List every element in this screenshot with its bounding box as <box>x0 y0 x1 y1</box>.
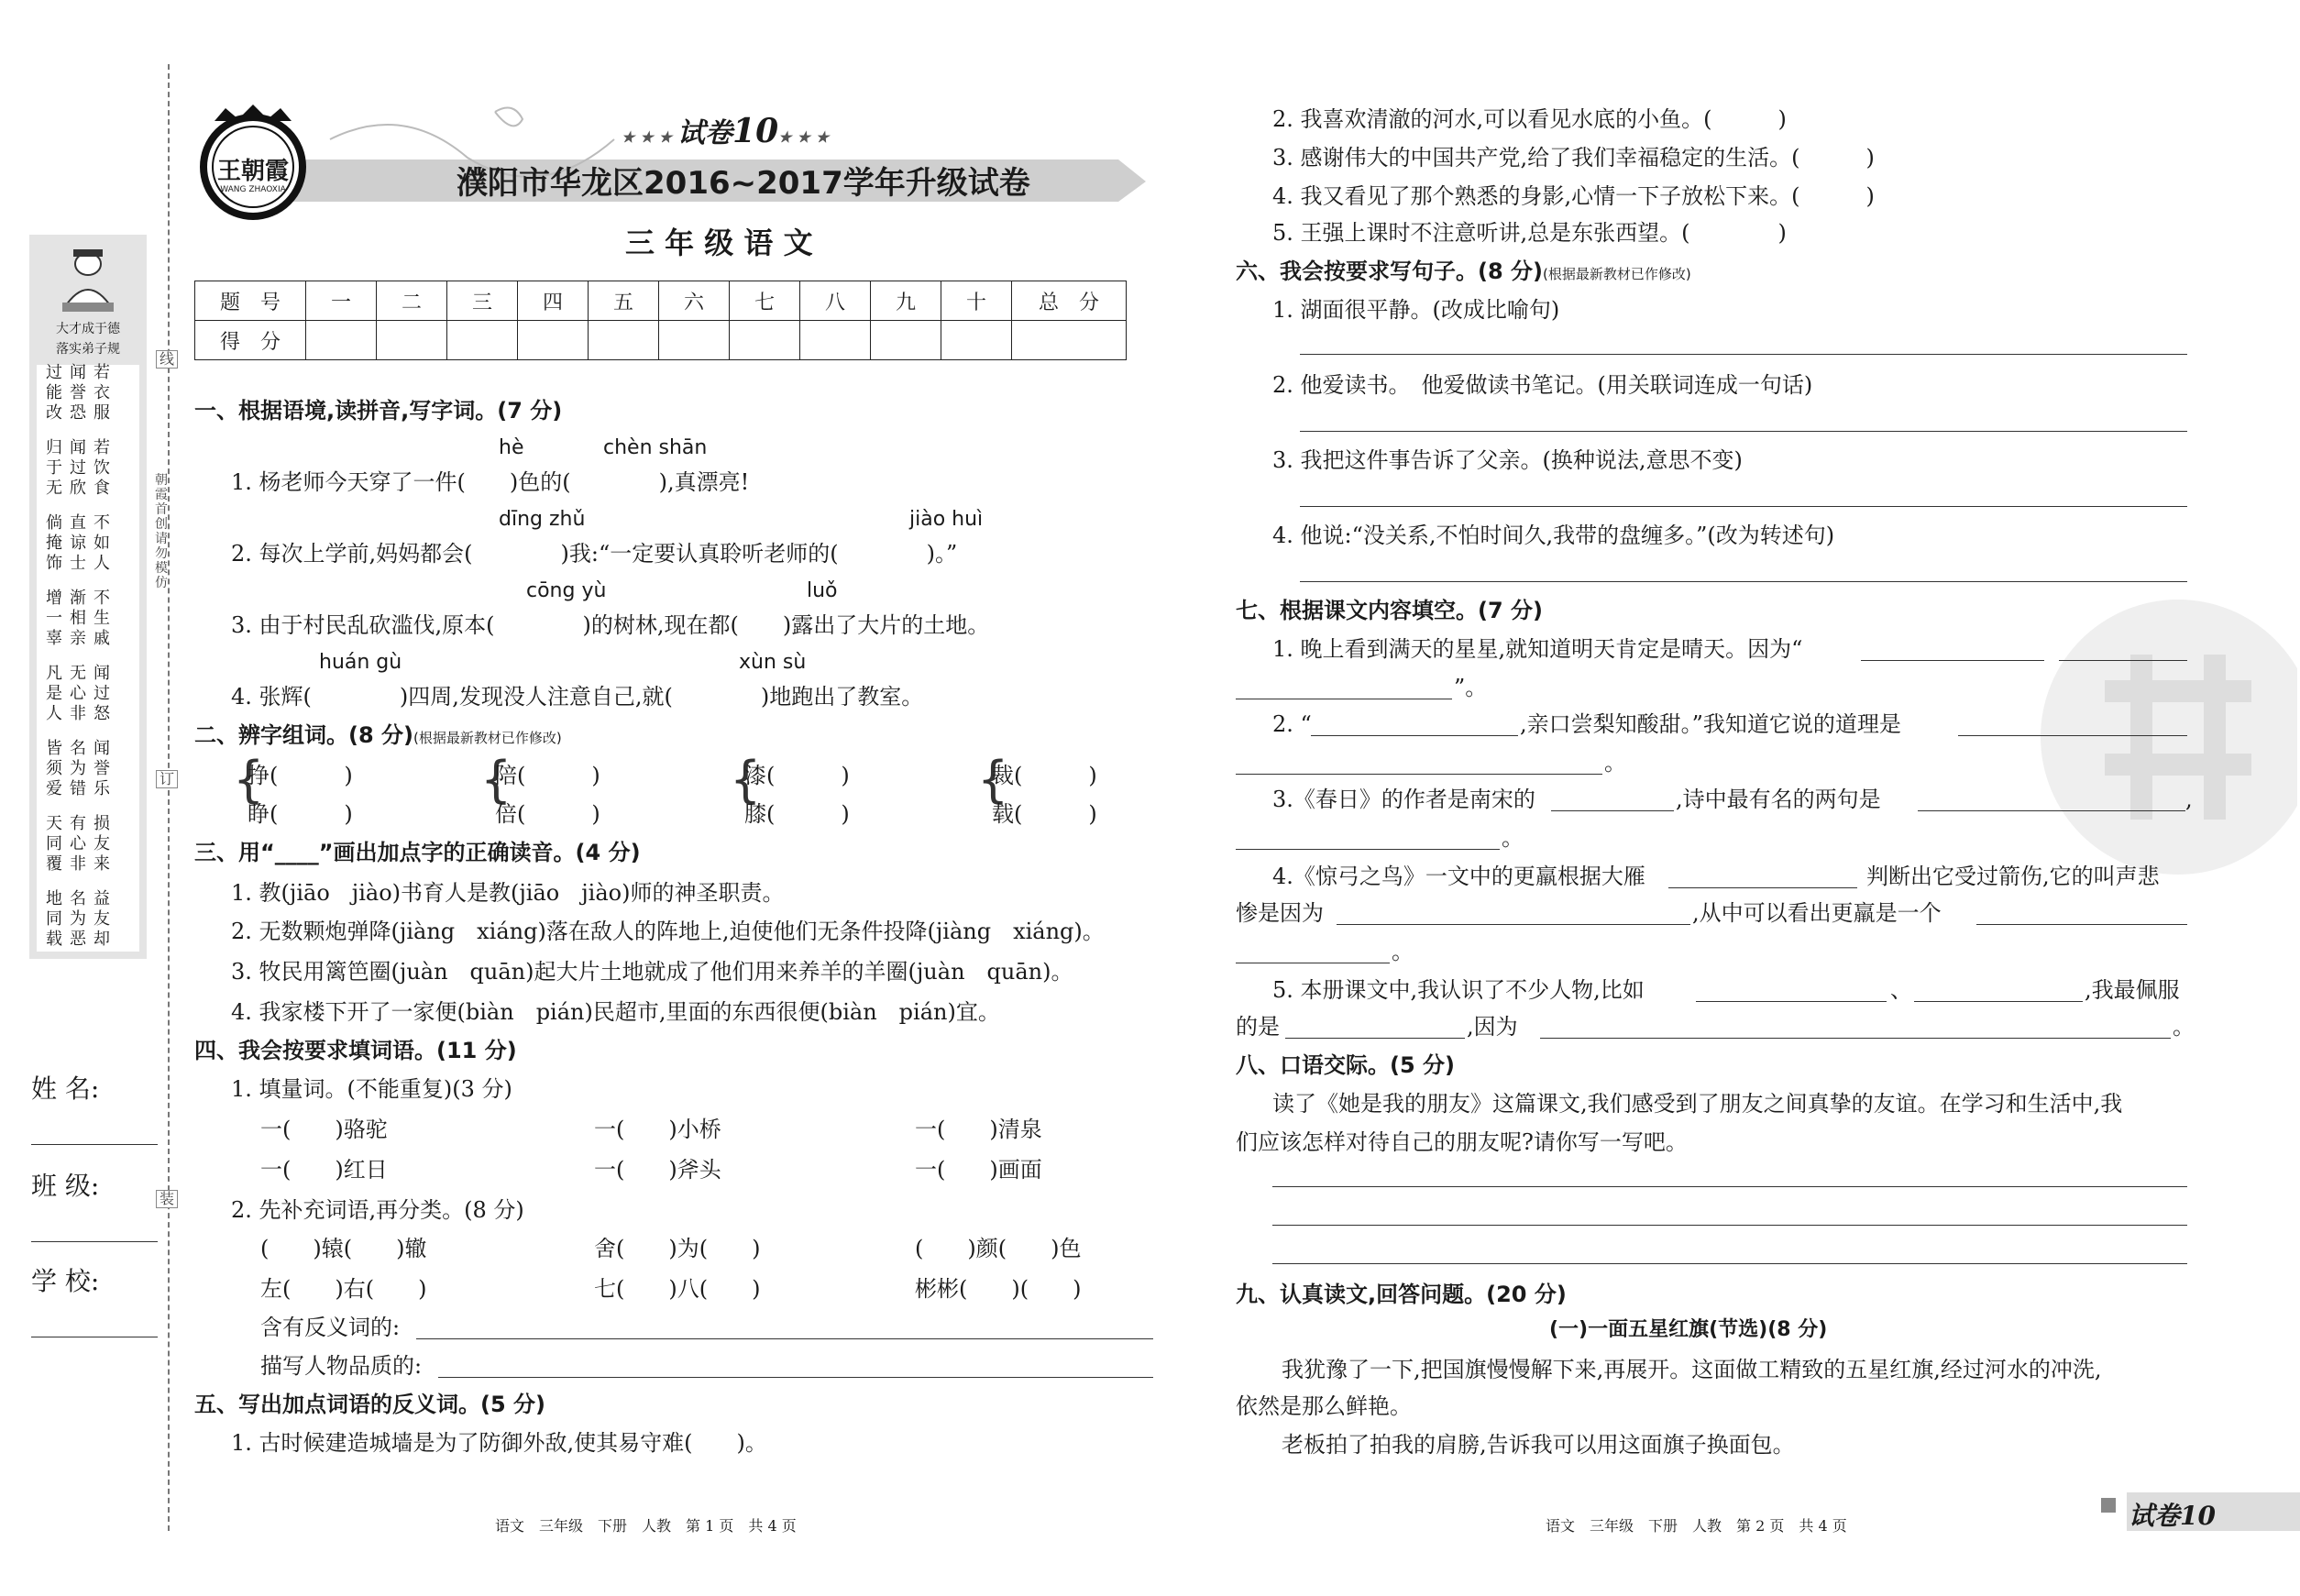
s2-pair-1a: 挣( ) <box>248 763 353 788</box>
motto-column: 闻誉恐 <box>70 363 86 423</box>
s6-question-1: 1. 湖面很平静。(改成比喻句) <box>1272 297 1560 323</box>
s4-fill-3: 一( )清泉 <box>915 1117 1042 1142</box>
s7-blank[interactable] <box>1861 660 2044 661</box>
logo-subtext: WANG ZHAOXIA <box>220 185 286 194</box>
s7-q5-end: 。 <box>2173 1014 2195 1040</box>
s4-sub-1: 1. 填量词。(不能重复)(3 分) <box>231 1076 512 1102</box>
s7-q5-start: 5. 本册课文中,我认识了不少人物,比如 <box>1272 977 1645 1003</box>
s6-answer-line-4[interactable] <box>1300 581 2187 582</box>
s7-q4-mid: 判断出它受过箭伤,它的叫声悲 <box>1866 864 2160 889</box>
s7-blank[interactable] <box>1311 735 1518 736</box>
motto-column: 皆须爱 <box>46 739 62 798</box>
s5-question-5: 5. 王强上课时不注意听讲,总是东张西望。( ) <box>1272 220 1787 246</box>
s7-q5-sep: 、 <box>1890 977 1912 1003</box>
cut-mark-xian: 线 <box>156 350 178 369</box>
s2-pair-1b: 睁( ) <box>248 801 353 827</box>
s8-answer-line-1[interactable] <box>1272 1186 2187 1187</box>
pinyin-chenshan: chèn shān <box>603 436 708 459</box>
motto-column: 天同覆 <box>46 814 62 874</box>
school-label: 学 校: <box>31 1266 100 1296</box>
score-input[interactable] <box>377 321 447 360</box>
s7-q3-start: 3.《春日》的作者是南宋的 <box>1272 787 1535 812</box>
s4-word-4: 左( )右( ) <box>260 1276 427 1302</box>
pinyin-xunsu: xùn sù <box>739 651 807 674</box>
pinyin-he: hè <box>499 436 524 459</box>
s7-q5-line2: 的是 <box>1236 1014 1280 1040</box>
s4-fill-5: 一( )斧头 <box>594 1157 721 1183</box>
s7-blank[interactable] <box>1958 735 2187 736</box>
s7-q2-mid: ,亲口尝梨知酸甜。”我知道它说的道理是 <box>1520 711 1901 737</box>
section-2-title: 二、辨字组词。(8 分)(根据最新教材已作修改) <box>194 722 562 748</box>
s3-question-1: 1. 教(jiāo jiào)书育人是教(jiāo jiào)师的神圣职责。 <box>231 880 785 906</box>
s7-blank[interactable] <box>1696 1001 1887 1002</box>
pinyin-jiaohui: jiào huì <box>909 508 984 531</box>
cut-mark-zhuang: 装 <box>156 1190 178 1208</box>
cut-mark-ding: 订 <box>156 770 178 788</box>
s7-q4-line2: 惨是因为 <box>1236 900 1324 926</box>
score-input[interactable] <box>871 321 941 360</box>
binding-line <box>168 64 170 1531</box>
score-input[interactable] <box>306 321 377 360</box>
copyright-note: 朝霞首创 请勿模仿 <box>155 473 168 590</box>
s4-fill-6: 一( )画面 <box>915 1157 1042 1183</box>
brace: { <box>480 751 512 809</box>
section-5-title: 五、写出加点词语的反义词。(5 分) <box>194 1392 545 1417</box>
motto-column: 名为恶 <box>70 889 86 949</box>
motto-column: 闻过欣 <box>70 438 86 498</box>
s8-answer-line-3[interactable] <box>1272 1263 2187 1264</box>
corner-square-icon <box>2101 1498 2116 1513</box>
s7-q2-start: 2. “ <box>1272 711 1312 737</box>
s9-passage-line-1: 我犹豫了一下,把国旗慢慢解下来,再展开。这面做工精致的五星红旗,经过河水的冲洗, <box>1282 1357 2102 1382</box>
s2-pair-2b: 倍( ) <box>495 801 600 827</box>
motto-column: 益友却 <box>94 889 110 949</box>
watermark <box>2022 581 2297 893</box>
motto-column: 闻过怒 <box>94 664 110 723</box>
score-input[interactable] <box>941 321 1012 360</box>
s7-blank[interactable] <box>1540 1038 2171 1039</box>
pinyin-dingzhu: dīng zhǔ <box>499 508 586 531</box>
motto-column: 闻誉乐 <box>94 739 110 798</box>
s7-blank[interactable] <box>1914 1001 2083 1002</box>
s7-blank[interactable] <box>1337 924 1690 925</box>
s4-fill-1: 一( )骆驼 <box>260 1117 388 1142</box>
s3-question-3: 3. 牧民用篱笆圈(juàn quān)起大片土地就成了他们用来养羊的羊圈(juàn quān)。 <box>231 959 1073 985</box>
s7-blank[interactable] <box>2059 660 2187 661</box>
s6-question-4: 4. 他说:“没关系,不怕时间久,我带的盘缠多。”(改为转述句) <box>1272 523 1835 548</box>
describe-answer-line[interactable] <box>438 1377 1153 1378</box>
s1-question-2: 2. 每次上学前,妈妈都会( )我:“一定要认真聆听老师的( )。” <box>231 541 958 567</box>
score-cell: 三 <box>447 281 518 321</box>
antonym-answer-line[interactable] <box>416 1338 1153 1339</box>
s2-pair-4b: 载( ) <box>992 801 1097 827</box>
score-cell: 五 <box>589 281 659 321</box>
s7-q5-mid: ,我最佩服 <box>2085 977 2180 1003</box>
s9-passage-line-2: 依然是那么鲜艳。 <box>1236 1393 1412 1419</box>
motto-column: 无心非 <box>70 664 86 723</box>
s1-question-3: 3. 由于村民乱砍滥伐,原本( )的树林,现在都( )露出了大片的土地。 <box>231 612 990 638</box>
motto-column: 过能改 <box>46 363 62 423</box>
s4-antonym-label: 含有反义词的: <box>260 1315 401 1340</box>
score-table <box>194 281 1127 360</box>
s7-q2-end: 。 <box>1604 750 1626 776</box>
score-cell: 得 分 <box>195 321 306 360</box>
score-input[interactable] <box>518 321 589 360</box>
motto-column: 地同载 <box>46 889 62 949</box>
scholar-illustration <box>55 244 121 317</box>
s4-sub-2: 2. 先补充词语,再分类。(8 分) <box>231 1197 524 1223</box>
s4-word-3: ( )颜( )色 <box>915 1236 1082 1261</box>
s7-q3-end: 。 <box>1502 825 1524 851</box>
s9-passage-title: (一)一面五星红旗(节选)(8 分) <box>1549 1318 1828 1341</box>
s5-question-3: 3. 感谢伟大的中国共产党,给了我们幸福稳定的生活。( ) <box>1272 145 1875 171</box>
motto-column: 增一辜 <box>46 589 62 648</box>
s7-blank[interactable] <box>1976 924 2187 925</box>
star-icon: ★★★ <box>622 128 678 146</box>
motto-column: 若衣服 <box>94 363 110 423</box>
score-cell: 八 <box>800 281 871 321</box>
section-9-title: 九、认真读文,回答问题。(20 分) <box>1236 1282 1567 1307</box>
s2-pair-3b: 膝( ) <box>744 801 850 827</box>
score-cell: 题 号 <box>195 281 306 321</box>
section-6-title: 六、我会按要求写句子。(8 分)(根据最新教材已作修改) <box>1236 259 1691 284</box>
score-cell: 四 <box>518 281 589 321</box>
motto-line-1: 大才成于德 <box>56 322 120 336</box>
exam-title: 濮阳市华龙区2016~2017学年升级试卷 <box>457 165 1030 202</box>
s6-question-2: 2. 他爱读书。 他爱做读书笔记。(用关联词连成一句话) <box>1272 372 1813 398</box>
section-1-title: 一、根据语境,读拼音,写字词。(7 分) <box>194 398 563 424</box>
page-footer-1: 语文 三年级 下册 人教 第 1 页 共 4 页 <box>495 1517 797 1535</box>
s4-word-1: ( )辕( )辙 <box>260 1236 427 1261</box>
s7-q4-end: 。 <box>1392 939 1414 964</box>
s7-q4-mid2: ,从中可以看出更羸是一个 <box>1692 900 1942 926</box>
s7-q5-because: ,因为 <box>1467 1014 1518 1040</box>
s3-question-2: 2. 无数颗炮弹降(jiàng xiáng)落在敌人的阵地上,迫使他们无条件投降(jiàng xiáng)。 <box>231 919 1105 944</box>
s6-answer-line-1[interactable] <box>1300 354 2187 355</box>
motto-column: 渐相亲 <box>70 589 86 648</box>
class-field[interactable] <box>31 1241 158 1242</box>
s7-q3-mid: ,诗中最有名的两句是 <box>1676 787 1881 812</box>
class-label: 班 级: <box>31 1171 100 1201</box>
motto-column: 不生戚 <box>94 589 110 648</box>
section-8-title: 八、口语交际。(5 分) <box>1236 1052 1455 1078</box>
s8-paragraph-1: 读了《她是我的朋友》这篇课文,我们感受到了朋友之间真挚的友谊。在学习和生活中,我 <box>1272 1091 2123 1117</box>
logo-text: 王朝霞 <box>216 158 289 185</box>
motto-column: 凡是人 <box>46 664 62 723</box>
score-cell: 总 分 <box>1012 281 1127 321</box>
motto-column: 名为错 <box>70 739 86 798</box>
motto-column: 不如人 <box>94 513 110 573</box>
motto-line-2: 落实弟子规 <box>56 342 120 357</box>
s2-pair-3a: 漆( ) <box>744 763 850 788</box>
s5-question-4: 4. 我又看见了那个熟悉的身影,心情一下子放松下来。( ) <box>1272 183 1875 209</box>
s4-fill-4: 一( )红日 <box>260 1157 388 1183</box>
s7-q1-end: ”。 <box>1454 675 1488 700</box>
s4-fill-2: 一( )小桥 <box>594 1117 721 1142</box>
s7-blank[interactable] <box>1551 810 1674 811</box>
paper-tag: ★★★试卷10★★★ <box>622 112 835 150</box>
name-field[interactable] <box>31 1144 158 1145</box>
brace: { <box>977 751 1009 809</box>
section-4-title: 四、我会按要求填词语。(11 分) <box>194 1038 517 1063</box>
s6-question-3: 3. 我把这件事告诉了父亲。(换种说法,意思不变) <box>1272 447 1743 473</box>
s8-paragraph-2: 们应该怎样对待自己的朋友呢?请你写一写吧。 <box>1236 1129 1688 1155</box>
s4-word-6: 彬彬( )( ) <box>915 1276 1082 1302</box>
s7-blank[interactable] <box>1668 887 1857 888</box>
score-value-row <box>195 321 1127 360</box>
score-cell: 二 <box>377 281 447 321</box>
s4-word-5: 七( )八( ) <box>594 1276 761 1302</box>
motto-column: 归于无 <box>46 438 62 498</box>
score-input[interactable] <box>589 321 659 360</box>
score-cell: 九 <box>871 281 941 321</box>
pinyin-huangu: huán gù <box>319 651 402 674</box>
s7-q4-start: 4.《惊弓之鸟》一文中的更羸根据大雁 <box>1272 864 1645 889</box>
score-cell: 十 <box>941 281 1012 321</box>
score-input[interactable] <box>1012 321 1127 360</box>
s7-q3-comma: , <box>2185 787 2193 812</box>
s7-blank[interactable] <box>1918 810 2185 811</box>
s2-pair-2a: 陪( ) <box>495 763 600 788</box>
s5-question-2: 2. 我喜欢清澈的河水,可以看见水底的小鱼。( ) <box>1272 106 1787 132</box>
s8-answer-line-2[interactable] <box>1272 1225 2187 1226</box>
s6-answer-line-2[interactable] <box>1300 431 2187 432</box>
score-cell: 七 <box>730 281 800 321</box>
score-input[interactable] <box>659 321 730 360</box>
motto-column: 损友来 <box>94 814 110 874</box>
s5-question-1: 1. 古时候建造城墙是为了防御外敌,使其易守难( )。 <box>231 1430 767 1456</box>
brace: { <box>730 751 762 809</box>
motto-column: 倘掩饰 <box>46 513 62 573</box>
s7-blank[interactable] <box>1236 774 1602 775</box>
page-footer-2: 语文 三年级 下册 人教 第 2 页 共 4 页 <box>1546 1517 1847 1535</box>
score-input[interactable] <box>447 321 518 360</box>
pinyin-luo: luǒ <box>807 579 838 602</box>
s4-describe-label: 描写人物品质的: <box>260 1353 423 1379</box>
corner-tag: 试卷10 <box>2129 1501 2216 1531</box>
s4-word-2: 舍( )为( ) <box>594 1236 761 1261</box>
section-7-title: 七、根据课文内容填空。(7 分) <box>1236 598 1543 623</box>
motto-column: 若饮食 <box>94 438 110 498</box>
s1-question-4: 4. 张辉( )四周,发现没人注意自己,就( )地跑出了教室。 <box>231 684 924 710</box>
s6-answer-line-3[interactable] <box>1300 506 2187 507</box>
motto-column: 有心非 <box>70 814 86 874</box>
name-label: 姓 名: <box>31 1073 100 1104</box>
s7-q1-text: 1. 晚上看到满天的星星,就知道明天肯定是晴天。因为“ <box>1272 636 1803 662</box>
s3-question-4: 4. 我家楼下开了一家便(biàn pián)民超市,里面的东西很便(biàn pián)宜。 <box>231 999 1000 1025</box>
s9-passage-line-3: 老板拍了拍我的肩膀,告诉我可以用这面旗子换面包。 <box>1282 1432 1795 1458</box>
score-input[interactable] <box>800 321 871 360</box>
pinyin-congyu: cōng yù <box>526 579 607 602</box>
score-input[interactable] <box>730 321 800 360</box>
section-3-title: 三、用“____”画出加点字的正确读音。(4 分) <box>194 840 641 865</box>
score-cell: 六 <box>659 281 730 321</box>
brace: { <box>233 751 265 809</box>
star-icon: ★★★ <box>778 128 835 146</box>
subject-title: 三 年 级 语 文 <box>625 226 813 260</box>
s1-question-1: 1. 杨老师今天穿了一件( )色的( ),真漂亮! <box>231 469 750 495</box>
s2-pair-4a: 裁( ) <box>992 763 1097 788</box>
motto-column: 直谅士 <box>70 513 86 573</box>
s7-blank[interactable] <box>1236 849 1500 850</box>
score-header-row <box>195 281 1127 321</box>
s7-blank[interactable] <box>1285 1038 1465 1039</box>
score-cell: 一 <box>306 281 377 321</box>
